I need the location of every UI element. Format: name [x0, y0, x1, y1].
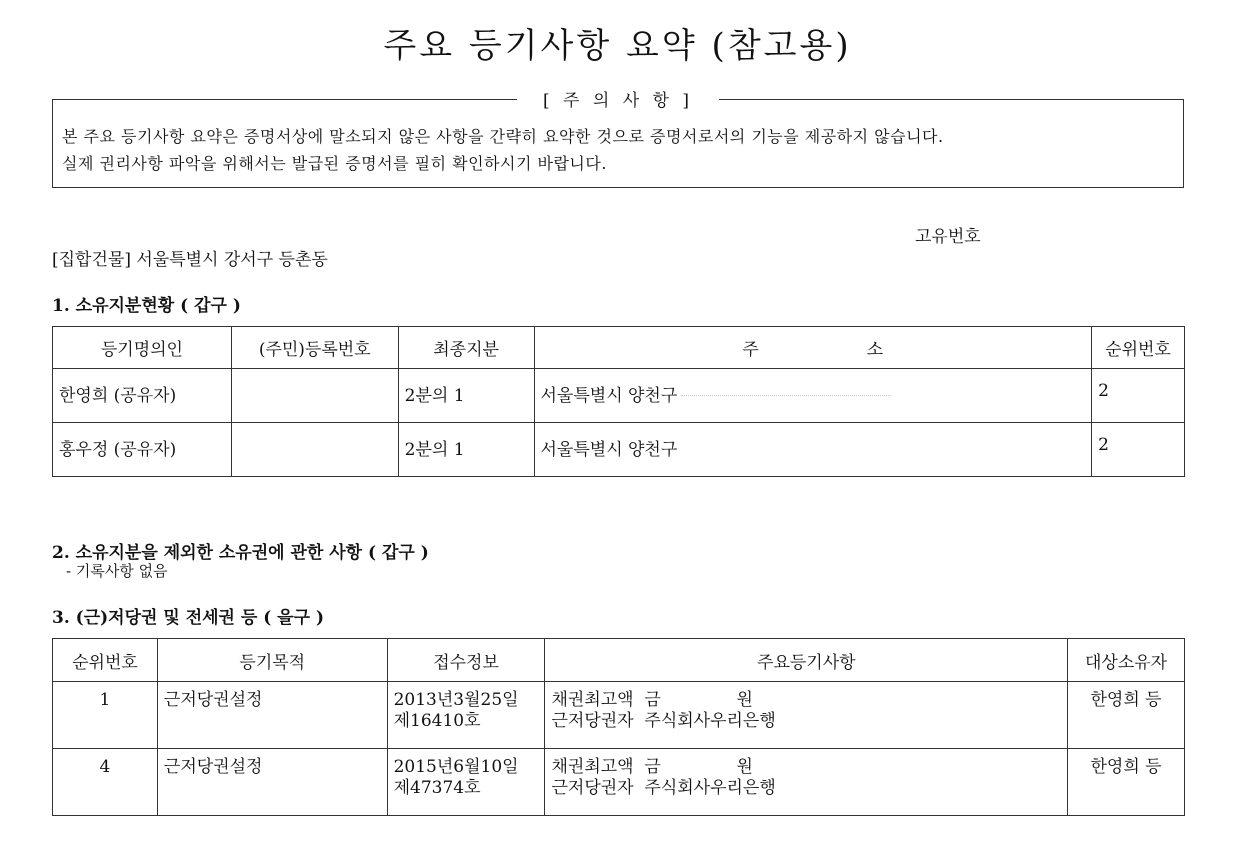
receipt-date: 2013년3월25일: [393, 690, 519, 710]
notice-line-1: 본 주요 등기사항 요약은 증명서상에 말소되지 않은 사항을 간략히 요약한 것으로 증명서로서의 기능을 제공하지 않습니다.: [62, 127, 944, 146]
registration-purpose: 근저당권설정: [157, 749, 387, 816]
receipt-info: [387, 682, 545, 749]
table-row: [53, 682, 1185, 749]
section2-note: - 기록사항 없음: [66, 562, 168, 580]
rank-number: 4: [53, 749, 158, 816]
address-cell: [534, 423, 1092, 477]
registration-number: [231, 423, 398, 477]
receipt-date: 2015년6월10일: [393, 757, 519, 777]
header-cell: 접수정보: [387, 639, 545, 682]
header-cell: 등기명의인: [53, 327, 232, 369]
address-cell: [534, 369, 1092, 423]
header-cell: 최종지분: [398, 327, 534, 369]
address: 서울특별시 양천구: [540, 440, 678, 460]
main-details: [545, 682, 1068, 749]
redacted-mark: [681, 395, 891, 398]
ownership-table: [52, 326, 1185, 477]
notice-heading-wrap: [53, 86, 1183, 111]
section3-title: 3. (근)저당권 및 전세권 등 ( 을구 ): [52, 608, 324, 628]
rank-number: 2: [1092, 369, 1185, 423]
table-row: [53, 749, 1185, 816]
header-cell: 순위번호: [1092, 327, 1185, 369]
registration-purpose: 근저당권설정: [157, 682, 387, 749]
rank-number: 2: [1092, 423, 1185, 477]
target-owner: 한영희 등: [1068, 749, 1185, 816]
table-header-row: [53, 327, 1185, 369]
table-header-row: [53, 639, 1185, 682]
owner-name: 홍우정 (공유자): [53, 423, 232, 477]
mortgagee: 근저당권자 주식회사우리은행: [551, 711, 776, 731]
notice-box: [52, 91, 1184, 188]
document-title: 주요 등기사항 요약 (참고용): [383, 26, 852, 66]
receipt-number: 제47374호: [393, 778, 481, 798]
address: 서울특별시 양천구: [540, 386, 678, 406]
header-cell: 등기목적: [157, 639, 387, 682]
notice-line-2: 실제 권리사항 파악을 위해서는 발급된 증명서를 필히 확인하시기 바랍니다.: [62, 154, 607, 173]
notice-heading: [ 주 의 사 항 ]: [517, 91, 719, 111]
header-cell: 대상소유자: [1068, 639, 1185, 682]
main-details: [545, 749, 1068, 816]
table-row: [53, 369, 1185, 423]
max-claim: 채권최고액 금 원: [551, 690, 753, 710]
share: 2분의 1: [398, 423, 534, 477]
table-row: [53, 423, 1185, 477]
owner-name: 한영희 (공유자): [53, 369, 232, 423]
receipt-info: [387, 749, 545, 816]
mortgagee: 근저당권자 주식회사우리은행: [551, 778, 776, 798]
building-info: [집합건물] 서울특별시 강서구 등촌동: [52, 250, 328, 270]
registration-number: [231, 369, 398, 423]
max-claim: 채권최고액 금 원: [551, 757, 753, 777]
header-cell: (주민)등록번호: [231, 327, 398, 369]
rank-number: 1: [53, 682, 158, 749]
header-cell: 주요등기사항: [545, 639, 1068, 682]
header-cell: 순위번호: [53, 639, 158, 682]
section1-title: 1. 소유지분현황 ( 갑구 ): [52, 296, 241, 316]
header-cell: 주 소: [534, 327, 1092, 369]
share: 2분의 1: [398, 369, 534, 423]
section2-title: 2. 소유지분을 제외한 소유권에 관한 사항 ( 갑구 ): [52, 543, 429, 563]
target-owner: 한영희 등: [1068, 682, 1185, 749]
unique-number-label: 고유번호: [915, 227, 981, 247]
receipt-number: 제16410호: [393, 711, 481, 731]
mortgage-table: [52, 638, 1185, 816]
